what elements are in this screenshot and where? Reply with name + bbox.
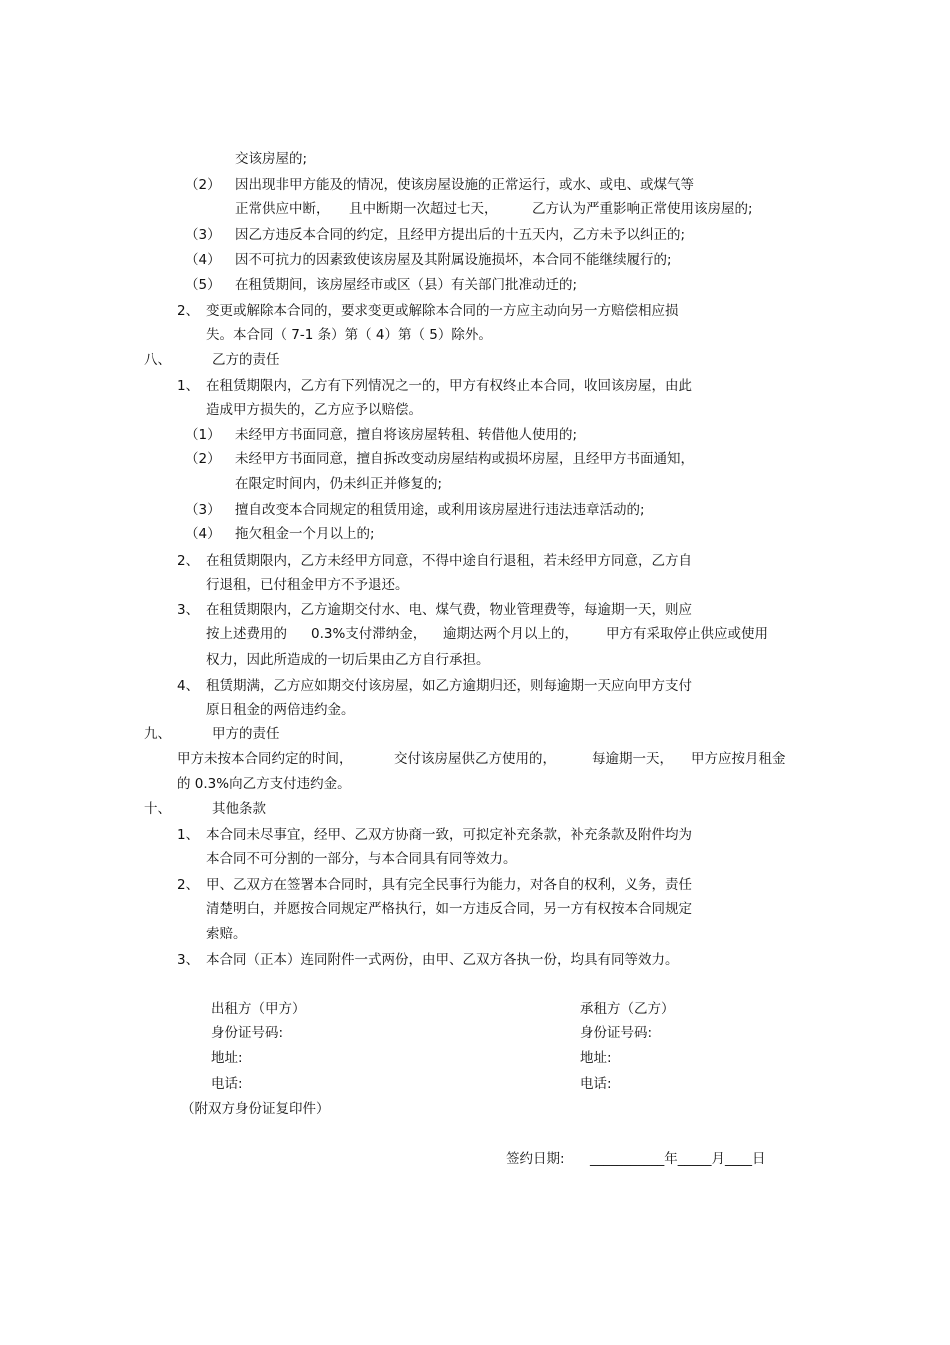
- clause-text: 正常供应中断，: [235, 201, 330, 217]
- item-number: 3、: [177, 952, 200, 968]
- lessee-id-label: 身份证号码:: [580, 1025, 653, 1041]
- clause-text: 按上述费用的: [206, 626, 287, 642]
- section-number: 八、: [144, 352, 171, 368]
- item-number: 2、: [177, 877, 200, 893]
- lessor-label: 出租方（甲方）: [211, 1001, 306, 1017]
- clause-text: 交付该房屋供乙方使用的，: [394, 751, 556, 767]
- clause-text: 在租赁期限内，乙方逾期交付水、电、煤气费，物业管理费等，每逾期一天，则应: [206, 602, 692, 618]
- clause-text: 失。本合同（ 7-1 条）第（ 4）第（ 5）除外。: [206, 327, 492, 343]
- item-number: （3）: [185, 502, 221, 518]
- clause-text: 索赔。: [206, 926, 247, 942]
- clause-text: 行退租，已付租金甲方不予退还。: [206, 577, 409, 593]
- lessee-phone-label: 电话:: [580, 1076, 612, 1092]
- item-number: 4、: [177, 678, 200, 694]
- clause-text: 每逾期一天，: [592, 751, 673, 767]
- section-number: 九、: [144, 726, 171, 742]
- item-number: 1、: [177, 378, 200, 394]
- lessor-address-label: 地址:: [211, 1050, 243, 1066]
- clause-text: 擅自改变本合同规定的租赁用途，或利用该房屋进行违法违章活动的;: [235, 502, 645, 518]
- section-number: 十、: [144, 801, 171, 817]
- item-number: 3、: [177, 602, 200, 618]
- lessor-id-label: 身份证号码:: [211, 1025, 284, 1041]
- clause-text: 因乙方违反本合同的约定，且经甲方提出后的十五天内，乙方未予以纠正的;: [235, 227, 686, 243]
- clause-text: 未经甲方书面同意，擅自将该房屋转租、转借他人使用的;: [235, 427, 578, 443]
- clause-text: 在租赁期限内，乙方有下列情况之一的，甲方有权终止本合同，收回该房屋，由此: [206, 378, 692, 394]
- clause-text: 拖欠租金一个月以上的;: [235, 526, 375, 542]
- clause-text: 因不可抗力的因素致使该房屋及其附属设施损坏，本合同不能继续履行的;: [235, 252, 672, 268]
- item-number: （3）: [185, 227, 221, 243]
- clause-text: 本合同未尽事宜，经甲、乙双方协商一致，可拟定补充条款，补充条款及附件均为: [206, 827, 692, 843]
- item-number: 2、: [177, 553, 200, 569]
- section-heading: 甲方的责任: [212, 726, 280, 742]
- clause-text: 甲方有采取停止供应或使用: [606, 626, 768, 642]
- clause-text: 未经甲方书面同意，擅自拆改变动房屋结构或损坏房屋，且经甲方书面通知，: [235, 451, 694, 467]
- section-heading: 乙方的责任: [212, 352, 280, 368]
- signing-date-label: 签约日期:: [506, 1151, 565, 1167]
- clause-text: 清楚明白，并愿按合同规定严格执行，如一方违反合同，另一方有权按本合同规定: [206, 901, 692, 917]
- clause-text: 在限定时间内，仍未纠正并修复的;: [235, 476, 443, 492]
- item-number: （2）: [185, 451, 221, 467]
- item-number: （4）: [185, 252, 221, 268]
- lessor-phone-label: 电话:: [211, 1076, 243, 1092]
- clause-text: 甲方应按月租金: [691, 751, 786, 767]
- clause-text: 且中断期一次超过七天，: [349, 201, 498, 217]
- clause-text: 逾期达两个月以上的，: [443, 626, 578, 642]
- signing-date-blanks: ___________年_____月____日: [590, 1151, 766, 1167]
- clause-continuation: 交该房屋的;: [235, 151, 308, 167]
- item-number: 2、: [177, 303, 200, 319]
- clause-text: 权力，因此所造成的一切后果由乙方自行承担。: [206, 652, 490, 668]
- item-number: 1、: [177, 827, 200, 843]
- attachment-note: （附双方身份证复印件）: [181, 1101, 330, 1117]
- item-number: （2）: [185, 177, 221, 193]
- lessee-label: 承租方（乙方）: [580, 1001, 675, 1017]
- clause-text: 的 0.3%向乙方支付违约金。: [177, 776, 351, 792]
- clause-text: 0.3%支付滞纳金，: [311, 626, 427, 642]
- clause-text: 租赁期满，乙方应如期交付该房屋，如乙方逾期归还，则每逾期一天应向甲方支付: [206, 678, 692, 694]
- lessee-address-label: 地址:: [580, 1050, 612, 1066]
- clause-text: 因出现非甲方能及的情况，使该房屋设施的正常运行，或水、或电、或煤气等: [235, 177, 694, 193]
- clause-text: 造成甲方损失的，乙方应予以赔偿。: [206, 402, 422, 418]
- clause-text: 本合同（正本）连同附件一式两份，由甲、乙双方各执一份，均具有同等效力。: [206, 952, 679, 968]
- clause-text: 变更或解除本合同的，要求变更或解除本合同的一方应主动向另一方赔偿相应损: [206, 303, 679, 319]
- item-number: （5）: [185, 277, 221, 293]
- item-number: （1）: [185, 427, 221, 443]
- section-heading: 其他条款: [212, 801, 266, 817]
- clause-text: 原日租金的两倍违约金。: [206, 702, 355, 718]
- clause-text: 甲方未按本合同约定的时间，: [177, 751, 353, 767]
- clause-text: 在租赁期间，该房屋经市或区（县）有关部门批准动迁的;: [235, 277, 578, 293]
- clause-text: 本合同不可分割的一部分，与本合同具有同等效力。: [206, 851, 517, 867]
- item-number: （4）: [185, 526, 221, 542]
- clause-text: 甲、乙双方在签署本合同时，具有完全民事行为能力，对各自的权利，义务，责任: [206, 877, 692, 893]
- clause-text: 乙方认为严重影响正常使用该房屋的;: [532, 201, 753, 217]
- clause-text: 在租赁期限内，乙方未经甲方同意，不得中途自行退租，若未经甲方同意，乙方自: [206, 553, 692, 569]
